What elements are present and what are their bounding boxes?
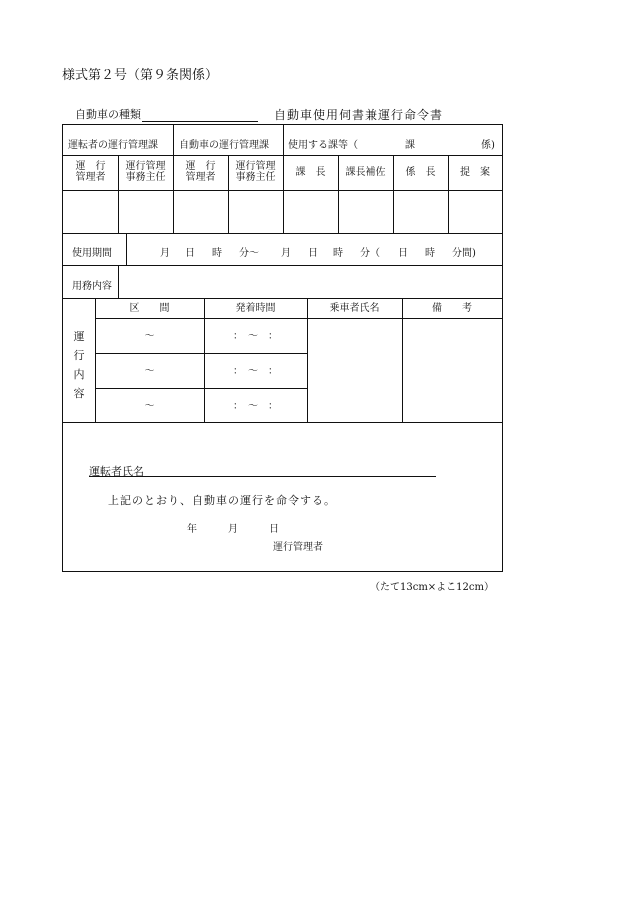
teian-header: 提 案 [460,167,490,178]
period-minute-from: 分〜 [239,248,259,259]
operation-side-label: 運 行 内 容 [73,330,85,400]
row-divider [63,265,502,266]
period-day: 日 [185,248,195,259]
form-title: 自動車使用伺書兼運行命令書 [274,108,444,122]
driver-name-label: 運転者氏名 [89,465,144,478]
col-divider [307,298,308,422]
times-row-2[interactable]: ： 〜 ： [233,366,278,377]
section-header: 区 間 [129,303,170,314]
unko-jimu-2: 運行管理 事務主任 [235,161,276,183]
unko-jimu-1: 運行管理 事務主任 [125,161,166,183]
col-divider [126,233,127,265]
vehicle-type-field [75,106,258,122]
vehicle-dept-header: 自動車の運行管理課 [179,140,269,151]
kacho-header: 課 長 [295,167,326,178]
row-divider [95,353,307,354]
times-row-1[interactable]: ： 〜 ： [233,331,278,342]
manager-label: 運行管理者 [273,542,323,553]
period-hour-2: 時 [333,248,343,259]
row-divider [95,318,502,319]
row-divider [63,298,502,299]
kacho-hosa-header: 課長補佐 [345,167,386,178]
vehicle-type-blank[interactable] [142,109,258,122]
period-hour-3: 時 [425,248,435,259]
remarks-header: 備 考 [432,303,472,314]
purpose-label: 用務内容 [72,281,112,292]
date-year: 年 [187,524,197,535]
period-month-2: 月 [281,248,291,259]
row-divider [63,422,502,423]
date-day: 日 [269,524,279,535]
section-row-3[interactable]: 〜 [144,401,155,412]
kakari-label: 係) [481,140,495,151]
period-minutes-close: 分間) [452,248,476,259]
period-minute-2: 分（ [360,248,380,259]
section-row-2[interactable]: 〜 [144,366,155,377]
using-dept-prefix: 使用する課等（ [288,140,358,151]
ka-label: 課 [405,140,415,151]
period-day-3: 日 [398,248,408,259]
row-divider [95,388,307,389]
row-divider [63,233,502,234]
vehicle-type-label: 自動車の種類 [75,108,141,121]
form-number: 様式第２号（第９条関係） [62,68,219,83]
kakaricho-header: 係 長 [405,167,436,178]
period-month: 月 [160,248,170,259]
period-label: 使用期間 [72,248,112,259]
date-month: 月 [228,524,238,535]
size-note: （たて13cm×よこ12cm） [370,582,494,593]
period-day-2: 日 [308,248,318,259]
order-text: 上記のとおり、自動車の運行を命令する。 [108,494,336,507]
passengers-header: 乗車者氏名 [329,303,380,314]
driver-dept-header: 運転者の運行管理課 [68,140,158,151]
unko-kanrisha-2: 運 行 管理者 [185,161,216,183]
unko-kanrisha-1: 運 行 管理者 [75,161,106,183]
times-row-3[interactable]: ： 〜 ： [233,401,278,412]
times-header: 発着時間 [235,303,276,314]
section-row-1[interactable]: 〜 [144,331,155,342]
period-hour: 時 [212,248,222,259]
driver-name-line[interactable] [89,476,436,477]
col-divider [402,298,403,422]
col-divider [118,265,119,298]
col-divider [283,125,284,233]
